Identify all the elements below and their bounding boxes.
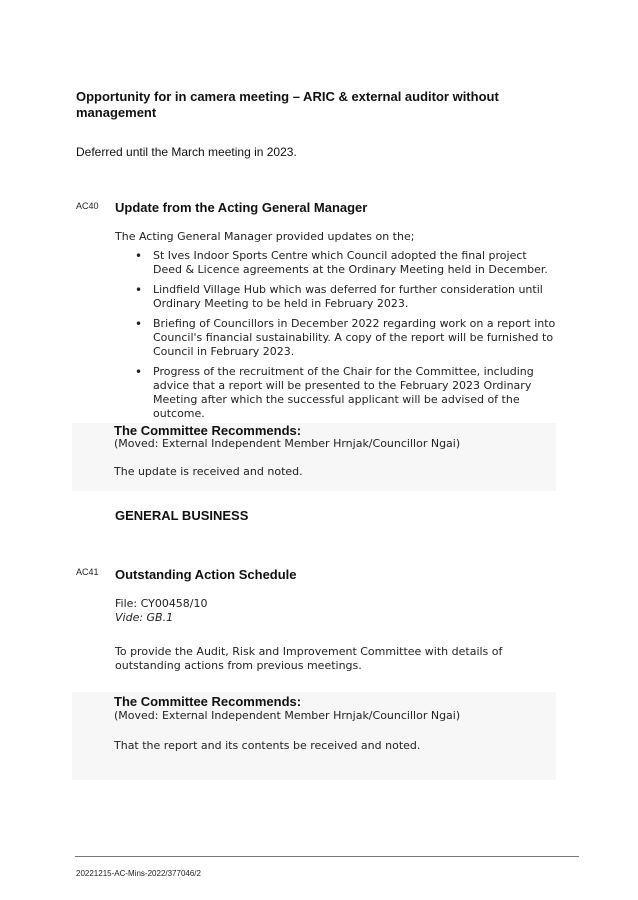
recommendation-moved: (Moved: External Independent Member Hrnjak/Councillor Ngai) (114, 437, 461, 450)
ac40-title: Update from the Acting General Manager (115, 200, 368, 215)
recommendation-box (72, 692, 556, 780)
ac40-bullet-list (115, 249, 557, 427)
item-code-ac41: AC41 (76, 567, 99, 577)
list-item: • Progress of the recruitment of the Chair for the Committee, including advice that a report will be presented to the February 2023 Ordinary Meeting after which the successful applicant will be advised of the outcome. (115, 365, 557, 421)
footer-divider (75, 856, 579, 857)
ac41-purpose: To provide the Audit, Risk and Improvement Committee with details of outstanding actions from previous meetings. (115, 645, 503, 672)
recommendation-text: That the report and its contents be received and noted. (114, 739, 421, 752)
in-camera-body: Deferred until the March meeting in 2023. (76, 145, 297, 159)
list-item: • St Ives Indoor Sports Centre which Council adopted the final project Deed & Licence agreements at the Ordinary Meeting held in December. (115, 249, 557, 277)
list-item: • Briefing of Councillors in December 2022 regarding work on a report into Council's financial sustainability. A copy of the report will be furnished to Council in February 2023. (115, 317, 557, 359)
recommendation-text: The update is received and noted. (114, 465, 303, 478)
ac40-intro: The Acting General Manager provided updates on the; (115, 230, 415, 243)
list-item: • Lindfield Village Hub which was deferred for further consideration until Ordinary Meeting to be held in February 2023. (115, 283, 557, 311)
recommendation-title: The Committee Recommends: (114, 423, 302, 438)
ac41-title: Outstanding Action Schedule (115, 567, 297, 582)
general-business-heading: GENERAL BUSINESS (115, 508, 249, 523)
in-camera-heading: Opportunity for in camera meeting – ARIC & external auditor without management (76, 89, 499, 120)
recommendation-box (72, 423, 556, 491)
item-code-ac40: AC40 (76, 201, 99, 211)
ac41-file: File: CY00458/10 (115, 597, 208, 610)
recommendation-title: The Committee Recommends: (114, 694, 302, 709)
recommendation-moved: (Moved: External Independent Member Hrnjak/Councillor Ngai) (114, 709, 461, 722)
ac41-vide: Vide: GB.1 (115, 611, 174, 624)
footer-reference: 20221215-AC-Mins-2022/377046/2 (76, 869, 201, 878)
